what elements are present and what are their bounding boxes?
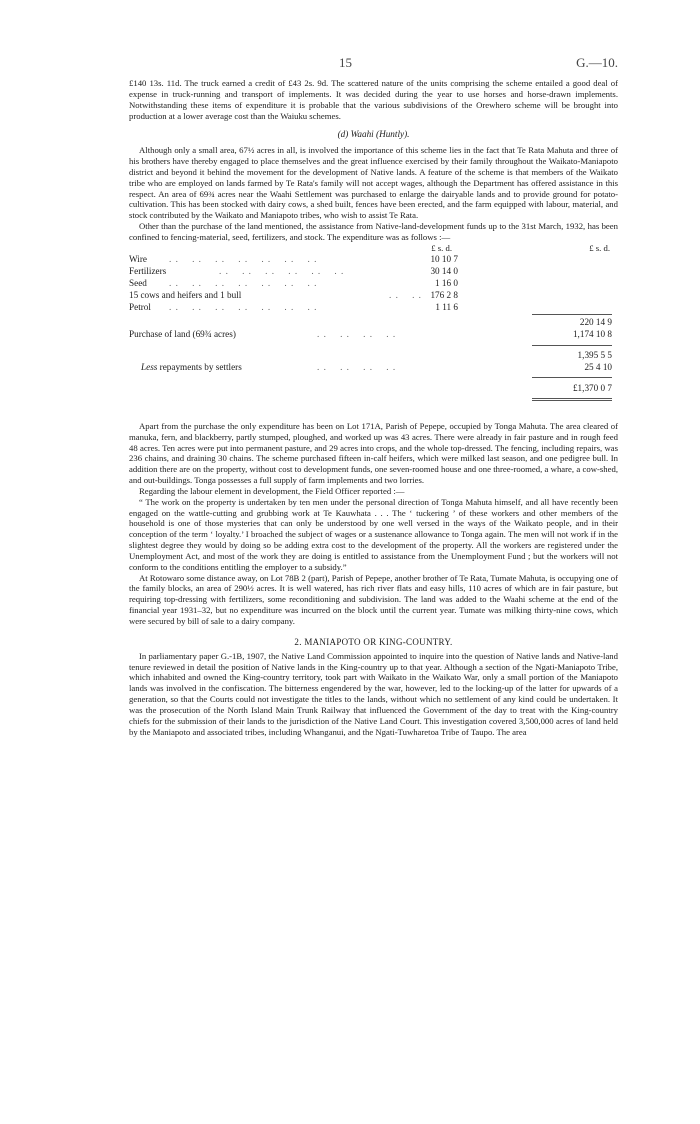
- section-heading-waahi: (d) Waahi (Huntly).: [337, 129, 410, 140]
- net-rule: [532, 377, 612, 378]
- land-purchase-label: Purchase of land (69¾ acres): [129, 328, 236, 339]
- total-amount: 1,395 5 5: [577, 349, 612, 360]
- paper-reference: G.—10.: [576, 55, 618, 70]
- expenditure-item-amount: 1 16 0: [435, 277, 458, 288]
- maniapoto-paragraph-1: In parliamentary paper G.-1B, 1907, the Native Land Commission appointed to inquire into the question of Native lands and Native-land tenure reviewed in detail the position of Native lands in the King-country up to that year. Although a section of the Ngati-Maniapoto Tribe, which inhabited and owned the King-country territory, took part with Waikato in the Waikato War, only a small portion of the Maniapoto lands was involved in the confiscation. The bitterness engendered by the war, however, led to the locking-up of the latter for upwards of a generation, so that the Courts could not investigate the titles to the lands, without which no settlement of any kind could be undertaken. It was the prosecution of the North Island Main Trunk Railway that influenced the Government of the day to treat with the King-country chiefs for the submission of their lands to the jurisdiction of the Native Land Court. This investigation covered 3,500,000 acres of land held by the Maniapoto and associated tribes, including Whanganui, and the Ngati-Tuwharetoa Tribe of Taupo. The area: [129, 650, 618, 737]
- section-heading-maniapoto: 2. MANIAPOTO OR KING-COUNTRY.: [294, 636, 453, 647]
- page-header: [129, 55, 618, 78]
- subtotal-rule: [532, 314, 612, 315]
- leader-dots: . . . . . . . .: [317, 328, 397, 339]
- expenditure-item-label: Petrol: [129, 301, 151, 312]
- document-page: [129, 55, 618, 737]
- expenditure-item-amount: 30 14 0: [430, 265, 458, 276]
- leader-dots: . . . . . . . . . . . . . .: [169, 301, 318, 312]
- expenditure-row: [129, 278, 618, 290]
- leader-dots: . . . . . . . . . . . . . .: [169, 277, 318, 288]
- waahi-paragraph-5: At Rotowaro some distance away, on Lot 78B 2 (part), Parish of Pepepe, another brother of Te Rata, Tumate Mahuta, is occupying one of the family blocks, an area of 290½ acres. It is well watered, has rich river flats and easy hills, 110 acres of which are in fair pasture, but requiring top-dressing with fertilizers, some reconditioning and subdivision. The land was added to the Waahi scheme at the end of the financial year 1931–32, but no expenditure was incurred on the block until the current year. Tumate was milking thirty-nine cows, which were secured by bill of sale to a dairy company.: [129, 572, 618, 626]
- expenditure-item-amount: 1 11 6: [435, 301, 458, 312]
- page-number: 15: [339, 55, 352, 70]
- field-officer-quote: “ The work on the property is undertaken by ten men under the personal direction of Tonga Mahuta himself, and all have recently been engaged on the wattle-cutting and grubbing work at Te Kauwhata . . . The ‘ tuckering ’ of these workers and other members of the household is one of those mysteries that can only be understood by one well versed in the ways of the Waikato people, and in their conception of the term ‘ loyalty.’ I broached the subject of wages or a sustenance allowance to Tonga again. The men will not work if in the slightest degree they would by doing so be adding extra cost to the development of the property. All the workers are registered under the Unemployment Act, and most of the work they are doing is entitled to assistance from the Unemployment Fund ; but the workers will not conform to the conditions entitling the employer to a subsidy.”: [129, 496, 618, 572]
- subtotal-row: [129, 317, 618, 329]
- waahi-paragraph-4: Regarding the labour element in development, the Field Officer reported :—: [139, 485, 405, 496]
- expenditure-row: [129, 290, 618, 302]
- net-double-rule-bottom: [532, 400, 612, 401]
- net-double-rule-top: [532, 398, 612, 399]
- intro-paragraph: £140 13s. 11d. The truck earned a credit of £43 2s. 9d. The scattered nature of the units comprising the scheme entailed a good deal of expense in truck-running and transport of implements. It was decided during the year to use horses and horse-drawn implements. Notwithstanding these items of expenditure it is probable that the various subdivisions of the Orewhero scheme will be brought into production at a lower average cost than the Waiuku schemes.: [129, 78, 618, 121]
- leader-dots: . . . .: [389, 289, 422, 300]
- waahi-paragraph-2: Other than the purchase of the land mentioned, the assistance from Native-land-development funds up to the 31st March, 1932, has been confined to fencing-material, seed, fertilizers, and stock. The expenditure was as follows :—: [129, 221, 618, 242]
- leader-dots: . . . . . . . . . . . .: [219, 265, 345, 276]
- subtotal-amount: 220 14 9: [579, 316, 612, 327]
- net-total-row: [129, 383, 618, 395]
- expenditure-item-label: 15 cows and heifers and 1 bull: [129, 289, 242, 300]
- expenditure-row: [129, 266, 618, 278]
- total-rule: [532, 345, 612, 346]
- land-purchase-row: [129, 329, 618, 341]
- repayments-amount: 25 4 10: [584, 361, 612, 372]
- repayments-row: [129, 362, 618, 374]
- expenditure-item-amount: 176 2 8: [430, 289, 458, 300]
- leader-dots: . . . . . . . . . . . . . .: [169, 253, 318, 264]
- expenditure-row: [129, 254, 618, 266]
- total-row: [129, 350, 618, 362]
- expenditure-item-label: Seed: [129, 277, 147, 288]
- leader-dots: . . . . . . . .: [317, 361, 397, 372]
- waahi-paragraph-1: Although only a small area, 67½ acres in all, is involved the importance of this scheme lies in the fact that Te Rata Mahuta and three of his brothers have thereby engaged to place themselves and the great influence exercised by their family throughout the Waikato-Maniapoto district and beyond it behind the movement for the development of Native lands. A feature of the scheme is that members of the Waikato tribe who are employed on lands farmed by Te Rata's family will not accept wages, although the Department has offered assistance in this respect. An area of 69¾ acres near the Waahi Settlement was purchased to enlarge the dairyable lands and to provide ground for potato-cultivation. This has been stocked with dairy cows, a shed built, fences have been erected, and the farm equipped with labour, material, and stock contributed by the Waikato and Maniapoto tribes, who wish to assist Te Rata.: [129, 145, 618, 221]
- expenditure-table: [129, 243, 618, 421]
- expenditure-item-amount: 10 10 7: [430, 253, 458, 264]
- expenditure-item-label: Wire: [129, 253, 147, 264]
- land-purchase-amount: 1,174 10 8: [572, 328, 612, 339]
- expenditure-item-label: Fertilizers: [129, 265, 167, 276]
- column-header-items: £ s. d.: [431, 242, 452, 253]
- net-total-amount: £1,370 0 7: [572, 382, 612, 393]
- waahi-paragraph-3: Apart from the purchase the only expenditure has been on Lot 171A, Parish of Pepepe, occupied by Tonga Mahuta. The area cleared of manuka, fern, and blackberry, partly stumped, ploughed, and worked up was 43 acres. There were already in fair pasture and in rough feed 48 acres. Ten acres were put into permanent pasture, and 29 acres into crops, and the whole top-dressed. The fencing, including repairs, was 236 chains, and draining 30 chains. The scheme purchased fifteen in-calf heifers, which were milked last season, and one pedigree bull. In addition there are on the property, without cost to development funds, one seven-roomed house and one three-roomed, a whare, a cow-shed, and out-buildings. Tonga possesses a full supply of farm implements and two lorries.: [129, 420, 618, 486]
- repayments-label: Less repayments by settlers: [141, 361, 242, 372]
- column-header-totals: £ s. d.: [589, 242, 610, 253]
- expenditure-row: [129, 302, 618, 314]
